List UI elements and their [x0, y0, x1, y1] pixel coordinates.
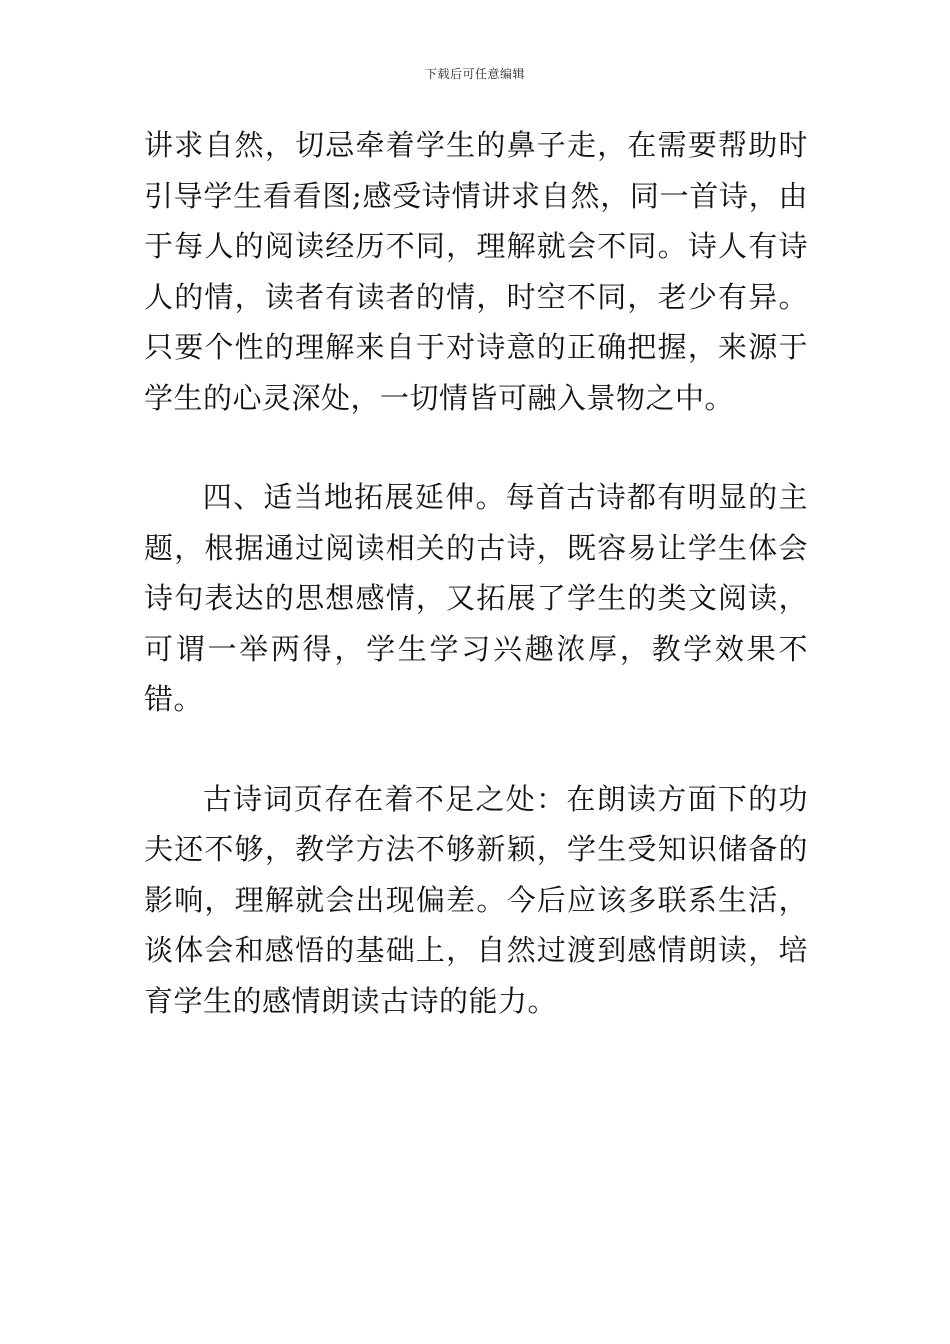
paragraph-2-text: 四、适当地拓展延伸。每首古诗都有明显的主题，根据通过阅读相关的古诗，既容易让学生体会诗句表达的思想感情，又拓展了学生的类文阅读，可谓一举两得，学生学习兴趣浓厚，教学效果不错。 — [144, 480, 808, 716]
paragraph-3-text: 古诗词页存在着不足之处：在朗读方面下的功夫还不够，教学方法不够新颖，学生受知识储备的影响，理解就会出现偏差。今后应该多联系生活，谈体会和感悟的基础上，自然过渡到感情朗读，培育学生的感情朗读古诗的能力。 — [144, 781, 808, 1018]
header-note: 下载后可任意编辑 — [424, 67, 525, 81]
paragraph-1-text: 讲求自然，切忌牵着学生的鼻子走，在需要帮助时引导学生看看图;感受诗情讲求自然，同一首诗，由于每人的阅读经历不同，理解就会不同。诗人有诗人的情，读者有读者的情，时空不同，老少有异。只要个性的理解来自于对诗意的正确把握，来源于学生的心灵深处，一切情皆可融入景物之中。 — [144, 128, 808, 415]
paragraph-2 — [144, 472, 808, 725]
paragraph-3 — [144, 774, 808, 1027]
body-text — [144, 120, 808, 1026]
paragraph-1 — [144, 120, 808, 423]
